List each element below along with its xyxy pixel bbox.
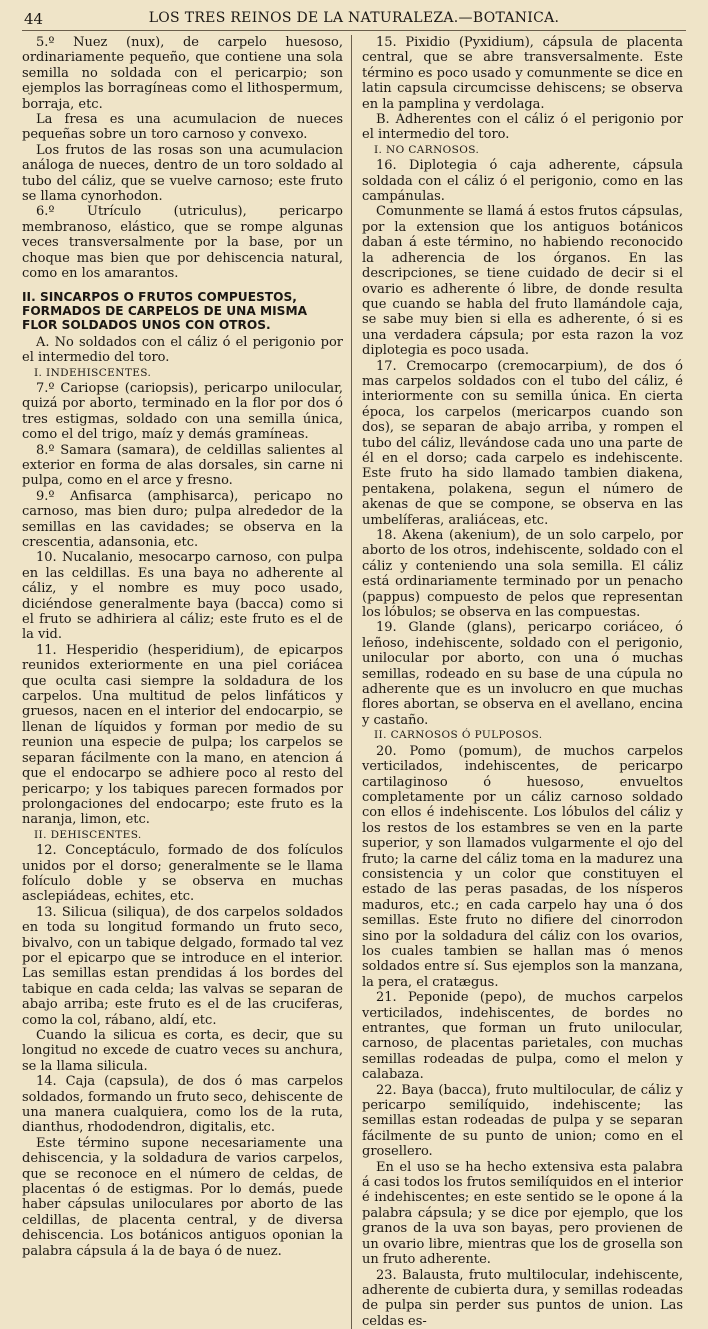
text-columns (22, 35, 686, 1329)
paragraph: 15. Pixidio (Pyxidium), cápsula de placenta central, que se abre transversalmente. Este término es poco usado y comunmente se dice en latin capsula circumcisse dehiscens; se observa en la pamplina y verdolaga. (362, 35, 683, 112)
paragraph: 10. Nucalanio, mesocarpo carnoso, con pulpa en las celdillas. Es una baya no adherente al cáliz, y el nombre es muy poco usado, diciéndose generalmente baya (bacca) como si el fruto se adhiriera al cáliz; este fruto es el de la vid. (22, 550, 343, 642)
right-column (351, 35, 683, 1329)
paragraph: Este término supone necesariamente una dehiscencia, y la soldadura de varios carpelos, que se reconoce en el número de celdas, de placentas ó de estigmas. Por lo demás, puede haber cápsulas uniloculares por aborto de las celdillas, de placenta central, y de diversa dehiscencia. Los botánicos antiguos oponian la palabra cápsula á la de baya ó de nuez. (22, 1136, 343, 1259)
paragraph: 13. Silicua (siliqua), de dos carpelos soldados en toda su longitud formando un fruto seco, bivalvo, con un tabique delgado, formado tal vez por el epicarpo que se introduce en el interior. Las semillas estan prendidas á los bordes del tabique en cada celda; las valvas se separan de abajo arriba; este fruto es el de las cruciferas, como la col, rábano, aldí, etc. (22, 905, 343, 1028)
paragraph: 6.º Utrículo (utriculus), pericarpo membranoso, elástico, que se rompe algunas veces transversalmente por la base, por un choque mas bien que por dehiscencia natural, como en los amarantos. (22, 204, 343, 281)
paragraph: 14. Caja (capsula), de dos ó mas carpelos soldados, formando un fruto seco, dehiscente de una manera cualquiera, como los de la ruta, dianthus, rhododendron, digitalis, etc. (22, 1074, 343, 1136)
paragraph: Comunmente se llamá á estos frutos cápsulas, por la extension que los antiguos botánicos daban á este término, no habiendo reconocido la adherencia de los órganos. En las descripciones, se tiene cuidado de decir si el ovario es adherente ó libre, de donde resulta que cuando se habla del fruto llamándole caja, se sabe muy bien si ella es adherente, ó si es una verdadera cápsula; por esta razon la voz diplotegia es poco usada. (362, 204, 683, 358)
subsection-heading: A. No soldados con el cáliz ó el perigonio por el intermedio del toro. (22, 335, 343, 366)
paragraph: 19. Glande (glans), pericarpo coriáceo, ó leñoso, indehiscente, soldado con el perigonio, unilocular por aborto, con una ó muchas semillas, rodeado en su base de una cúpula no adherente que es un involucro en que muchas flores abortan, se observa en el avellano, encina y castaño. (362, 620, 683, 728)
class-label: II. CARNOSOS Ó PULPOSOS. (362, 728, 683, 743)
page-header (22, 8, 686, 31)
paragraph: 18. Akena (akenium), de un solo carpelo, por aborto de los otros, indehiscente, soldado con el cáliz y conteniendo una sola semilla. El cáliz está ordinariamente terminado por un penacho (pappus) compuesto de pelos que representan los lóbulos; se observa en las compuestas. (362, 528, 683, 620)
paragraph: En el uso se ha hecho extensiva esta palabra á casi todos los frutos semilíquidos en el interior é indehiscentes; en este sentido se le opone á la palabra cápsula; y se dice por ejemplo, que los granos de la uva son bayas, pero provienen de un ovario libre, mientras que los de grosella son un fruto adherente. (362, 1160, 683, 1268)
paragraph: 11. Hesperidio (hesperidium), de epicarpos reunidos exteriormente en una piel coriácea que oculta casi siempre la soldadura de los carpelos. Una multitud de pelos linfáticos y gruesos, nacen en el interior del endocarpio, se llenan de líquidos y forman por medio de su reunion una especie de pulpa; los carpelos se separan fácilmente con la mano, en atencion á que el endocarpo se adhiere poco al resto del pericarpo; y los tabiques parecen formados por prolongaciones del endocarpo; este fruto es la naranja, limon, etc. (22, 643, 343, 828)
paragraph: 21. Peponide (pepo), de muchos carpelos verticilados, indehiscentes, de bordes no entrantes, que forman un fruto unilocular, carnoso, de placentas parietales, con muchas semillas rodeadas de pulpa, como el melon y calabaza. (362, 990, 683, 1082)
paragraph: Cuando la silicua es corta, es decir, que su longitud no excede de cuatro veces su anchura, se la llama silicula. (22, 1028, 343, 1074)
paragraph: 12. Conceptáculo, formado de dos folículos unidos por el dorso; generalmente se le llama folículo doble y se observa en muchas asclepiádeas, echites, etc. (22, 843, 343, 905)
paragraph: 5.º Nuez (nux), de carpelo huesoso, ordinariamente pequeño, que contiene una sola semilla no soldada con el pericarpio; son ejemplos las borragíneas como el lithospermum, borraja, etc. (22, 35, 343, 112)
paragraph: La fresa es una acumulacion de nueces pequeñas sobre un toro carnoso y convexo. (22, 112, 343, 143)
running-head: LOS TRES REINOS DE LA NATURALEZA.—BOTANICA. (22, 10, 686, 26)
section-heading: II. SINCARPOS O FRUTOS COMPUESTOS, FORMADOS DE CARPELOS DE UNA MISMA FLOR SOLDADOS UNOS CON OTROS. (22, 290, 343, 333)
paragraph: 16. Diplotegia ó caja adherente, cápsula soldada con el cáliz ó el perigonio, como en las campánulas. (362, 158, 683, 204)
paragraph: 9.º Anfisarca (amphisarca), pericapo no carnoso, mas bien duro; pulpa alrededor de la semillas en las cavidades; se observa en la crescentia, adansonia, etc. (22, 489, 343, 551)
paragraph: Los frutos de las rosas son una acumulacion análoga de nueces, dentro de un toro soldado al tubo del cáliz, que se vuelve carnoso; este fruto se llama cynorhodon. (22, 143, 343, 205)
paragraph: 8.º Samara (samara), de celdillas salientes al exterior en forma de alas dorsales, sin carne ni pulpa, como en el arce y fresno. (22, 443, 343, 489)
class-label: I. NO CARNOSOS. (362, 143, 683, 158)
left-column (22, 35, 351, 1329)
paragraph: 20. Pomo (pomum), de muchos carpelos verticilados, indehiscentes, de pericarpo cartilaginoso ó huesoso, envueltos completamente por un cáliz carnoso soldado con ellos é indehiscente. Los lóbulos del cáliz y los restos de los estambres se ven en la parte superior, y son llamados vulgarmente el ojo del fruto; la carne del cáliz toma en la madurez una consistencia y un color que constituyen el estado de las peras pasadas, de los nísperos maduros, etc.; en cada carpelo hay una ó dos semillas. Este fruto no difiere del cinorrodon sino por la soldadura del cáliz con los ovarios, los cuales tambien se hallan mas ó menos soldados entre sí. Sus ejemplos son la manzana, la pera, el cratægus. (362, 744, 683, 991)
class-label: II. DEHISCENTES. (22, 828, 343, 843)
subsection-heading: B. Adherentes con el cáliz ó el perigonio por el intermedio del toro. (362, 112, 683, 143)
paragraph: 17. Cremocarpo (cremocarpium), de dos ó mas carpelos soldados con el tubo del cáliz, é interiormente con su semilla única. En cierta época, los carpelos (mericarpos cuando son dos), se separan de abajo arriba, y rompen el tubo del cáliz, llevándose cada uno una parte de él en el dorso; cada carpelo es indehiscente. Este fruto ha sido llamado tambien diakena, pentakena, polakena, segun el número de akenas de que se compone, se observa en las umbelíferas, araliáceas, etc. (362, 359, 683, 528)
paragraph: 22. Baya (bacca), fruto multilocular, de cáliz y pericarpo semilíquido, indehiscente; las semillas estan rodeadas de pulpa y se separan fácilmente de su punto de union; como en el grosellero. (362, 1083, 683, 1160)
page-number: 44 (24, 10, 43, 28)
paragraph: 7.º Cariopse (cariopsis), pericarpo unilocular, quizá por aborto, terminado en la flor por dos ó tres estigmas, soldado con una semilla única, como el del trigo, maíz y demás gramíneas. (22, 381, 343, 443)
paragraph: 23. Balausta, fruto multilocular, indehiscente, adherente de cubierta dura, y semillas rodeadas de pulpa sin perder sus puntos de union. Las celdas es- (362, 1268, 683, 1329)
class-label: I. INDEHISCENTES. (22, 366, 343, 381)
